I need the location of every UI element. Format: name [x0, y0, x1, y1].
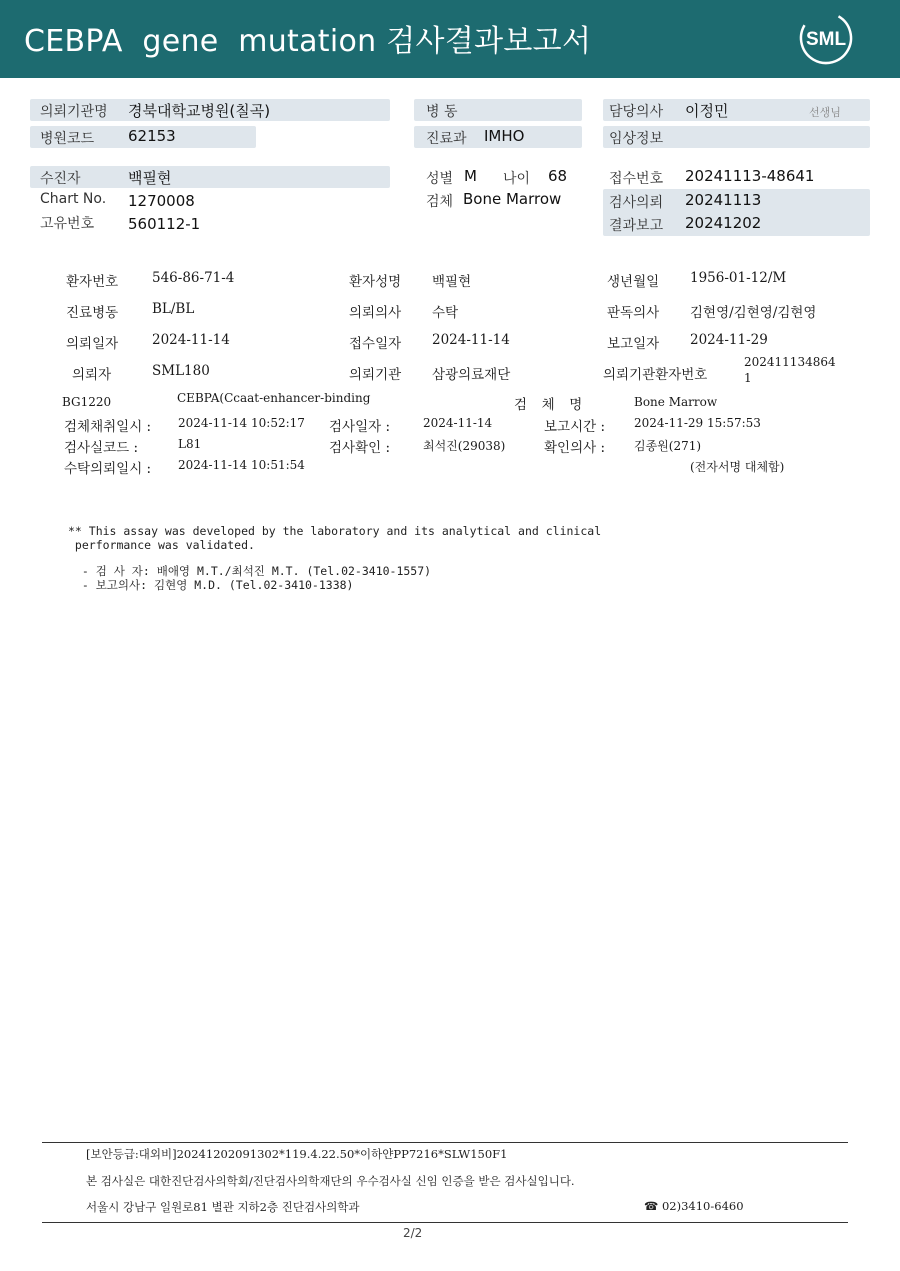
requester-label: 의뢰자 — [72, 367, 112, 383]
note-line-1: ** This assay was developed by the laboratory and its analytical and clinical — [68, 524, 602, 538]
readdoc-label: 판독의사 — [607, 305, 660, 321]
footer-phone: ☎ 02)3410-6460 — [644, 1199, 744, 1213]
ward-label: 병 동 — [426, 104, 458, 120]
request-value: 20241113 — [685, 191, 762, 209]
sex-label: 성별 — [426, 171, 454, 187]
test-name: CEBPA(Ccaat-enhancer-binding — [177, 391, 371, 405]
confirmdoc-value: 김종원(271) — [634, 439, 702, 453]
report-title: CEBPA gene mutation 검사결과보고서 — [24, 24, 592, 59]
note-reporter: - 보고의사: 김현영 M.D. (Tel.02-3410-1338) — [68, 578, 354, 592]
reception-value: 20241113-48641 — [685, 167, 815, 185]
recdate-label: 접수일자 — [349, 336, 402, 352]
specimen-value: Bone Marrow — [463, 190, 562, 208]
received-value: 2024-11-14 10:51:54 — [178, 458, 305, 472]
doctor-suffix: 선생님 — [809, 106, 841, 119]
patient-value: 백필현 — [128, 169, 172, 187]
reqdoc-label: 의뢰의사 — [349, 305, 402, 321]
testdate-label: 검사일자 : — [329, 419, 391, 435]
specimen-label: 검체 — [426, 194, 454, 210]
unique-value: 560112-1 — [128, 215, 201, 233]
dob-label: 생년월일 — [607, 274, 660, 290]
recdate-value: 2024-11-14 — [432, 332, 510, 348]
footer-address: 서울시 강남구 일원로81 별관 지하2층 진단검사의학과 — [86, 1200, 360, 1214]
patient-row — [30, 166, 390, 188]
dob-value: 1956-01-12/M — [690, 270, 787, 286]
reqorg-value: 삼광의료재단 — [432, 367, 511, 383]
age-value: 68 — [548, 167, 568, 185]
repdate-value: 2024-11-29 — [690, 332, 768, 348]
readdoc-value: 김현영/김현영/김현영 — [690, 305, 817, 321]
collect-label: 검체채취일시 : — [64, 419, 152, 435]
collect-value: 2024-11-14 10:52:17 — [178, 416, 305, 430]
confirm-label: 검사확인 : — [329, 440, 391, 456]
test-specimen-label: 검 체 명 — [514, 397, 585, 413]
footer-top-rule — [42, 1142, 848, 1143]
reporttime-label: 보고시간 : — [544, 419, 606, 435]
detail-ward-value: BL/BL — [152, 301, 195, 317]
hospital-label: 의뢰기관명 — [40, 104, 108, 120]
age-label: 나이 — [503, 171, 531, 187]
note-line-2: performance was validated. — [68, 538, 255, 552]
request-label: 검사의뢰 — [609, 195, 664, 211]
lab-value: L81 — [178, 437, 202, 451]
hospcode-value: 62153 — [128, 127, 176, 145]
detail-ward-label: 진료병동 — [66, 305, 119, 321]
sex-value: M — [464, 167, 477, 185]
footer-security: [보안등급:대외비]20241202091302*119.4.22.50*이하얀PP7216*SLW150F1 — [86, 1147, 508, 1161]
reporttime-value: 2024-11-29 15:57:53 — [634, 416, 761, 430]
reqdate-label: 의뢰일자 — [66, 336, 119, 352]
pname-value: 백필현 — [432, 274, 472, 290]
dept-value: IMHO — [484, 127, 525, 145]
orgpid-value: 202411134864 — [744, 355, 836, 369]
clinical-label: 임상정보 — [609, 131, 664, 147]
reqdate-value: 2024-11-14 — [152, 332, 230, 348]
hospital-value: 경북대학교병원(칠곡) — [128, 102, 271, 120]
logo-text: SML — [805, 29, 847, 50]
orgpid-label: 의뢰기관환자번호 — [603, 367, 708, 383]
dept-label: 진료과 — [426, 131, 467, 147]
reception-label: 접수번호 — [609, 171, 664, 187]
doctor-label: 담당의사 — [609, 104, 664, 120]
unique-label: 고유번호 — [40, 216, 95, 232]
patient-label: 수진자 — [40, 171, 81, 187]
repdate-label: 보고일자 — [607, 336, 660, 352]
report-header — [0, 0, 900, 78]
reqorg-label: 의뢰기관 — [349, 367, 402, 383]
chart-value: 1270008 — [128, 192, 195, 210]
pid-value: 546-86-71-4 — [152, 270, 235, 286]
confirm-value: 최석진(29038) — [423, 439, 506, 453]
orgpid-value-cont: 1 — [744, 371, 752, 385]
lab-label: 검사실코드 : — [64, 440, 139, 456]
test-specimen-value: Bone Marrow — [634, 395, 718, 409]
report-label: 결과보고 — [609, 218, 664, 234]
received-label: 수탁의뢰일시 : — [64, 461, 152, 477]
confirmdoc-label: 확인의사 : — [544, 440, 606, 456]
requester-value: SML180 — [152, 363, 210, 379]
testdate-value: 2024-11-14 — [423, 416, 493, 430]
sml-logo — [794, 8, 858, 68]
test-code: BG1220 — [62, 395, 112, 409]
doctor-value: 이정민 — [685, 102, 729, 120]
footer-cert: 본 검사실은 대한진단검사의학회/진단검사의학재단의 우수검사실 신임 인증을 받은 검사실입니다. — [86, 1174, 575, 1188]
chart-label: Chart No. — [40, 191, 107, 207]
report-value: 20241202 — [685, 214, 762, 232]
reqdoc-value: 수탁 — [432, 305, 459, 321]
page-number: 2/2 — [403, 1226, 423, 1240]
pname-label: 환자성명 — [349, 274, 402, 290]
hospcode-label: 병원코드 — [40, 131, 95, 147]
footer-bottom-rule — [42, 1222, 848, 1223]
esign-note: (전자서명 대체함) — [690, 460, 785, 474]
note-tester: - 검 사 자: 배애영 M.T./최석진 M.T. (Tel.02-3410-1557) — [68, 564, 432, 578]
pid-label: 환자번호 — [66, 274, 119, 290]
